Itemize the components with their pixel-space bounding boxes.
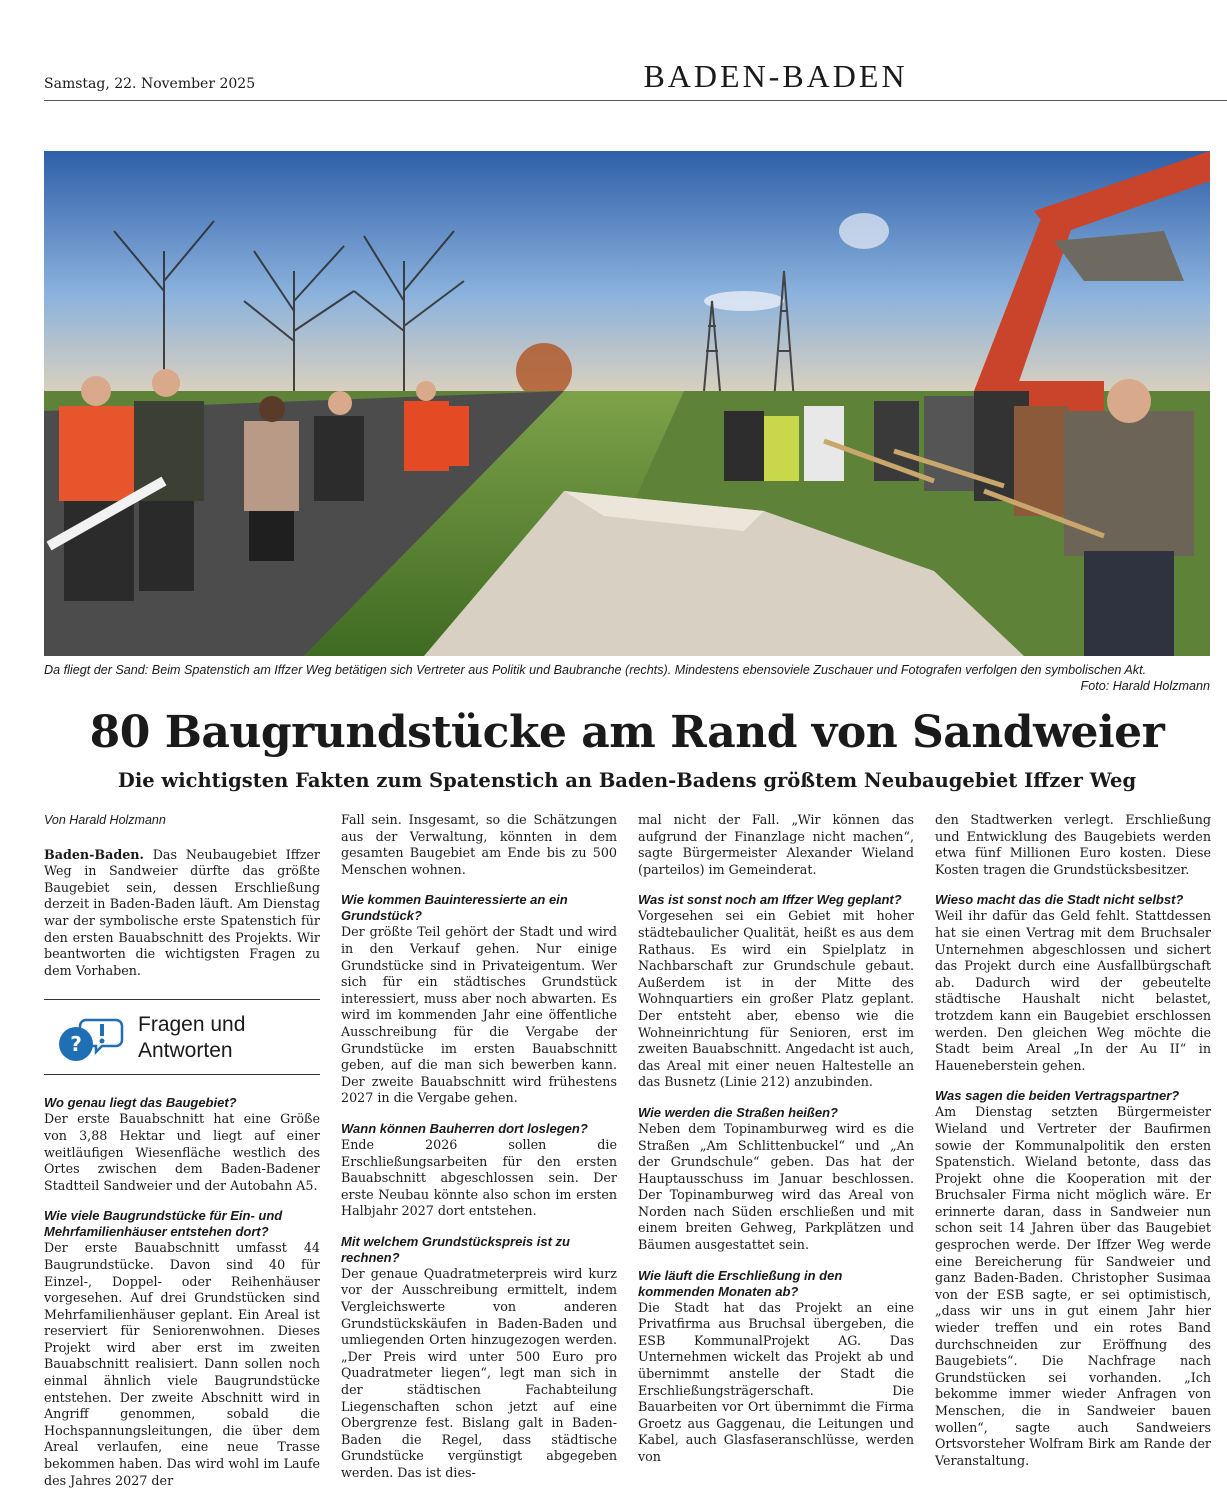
- issue-date: Samstag, 22. November 2025: [44, 76, 256, 92]
- question-heading: Wie viele Baugrundstücke für Ein- und Mehrfamilienhäuser entstehen dort?: [44, 1208, 283, 1240]
- answer-text: Die Stadt hat das Projekt an eine Privatfirma aus Bruchsal übergeben, die ESB KommunalProjekt AG. Das Unternehmen wickelt das Projekt ab und übernimmt anstelle der Stadt die Erschließungsträgerschaft. Die Bauarbeiten vor Ort übernimmt die Firma Groetz aus Gaggenau, die Leitungen und Kabel, auch Glasfaseranschlüsse, werden von: [638, 1299, 914, 1464]
- answer-text: Neben dem Topinamburweg wird es die Straßen „Am Schlittenbuckel“ und „An der Grundschule“ geben. Das hat der Hauptausschuss im Januar beschlossen. Der Topinamburweg wird das Areal von Norden nach Süden erschließen und mit einem breiten Gehweg, Parkplätzen und Bäumen ausgestattet sein.: [638, 1120, 914, 1253]
- qa-box-title: Fragen und Antworten: [138, 1013, 246, 1063]
- answer-text: Der größte Teil gehört der Stadt und wird in den Verkauf gehen. Nur einige Grundstücke sind in Privateigentum. Wer sich für ein städtisches Grundstück interessiert, muss aber noch abwarten. Es wird im kommenden Jahr eine öffentliche Ausschreibung für die Vergabe der Grundstücke im ersten Bauabschnitt geben, auf die man sich bewerben kann. Der zweite Bauabschnitt wird frühestens 2027 in die Vergabe gehen.: [341, 924, 617, 1106]
- column-3: [638, 812, 914, 1466]
- question-heading: Wann können Bauherren dort loslegen?: [341, 1120, 588, 1136]
- question-heading: Wie werden die Straßen heißen?: [638, 1104, 838, 1120]
- answer-text: Der erste Bauabschnitt hat eine Größe von 3,88 Hektar und liegt auf einer weitläufigen Wiesenfläche westlich des Ortes zwischen dem Baden-Badener Stadtteil Sandweier und der Autobahn A5.: [44, 1111, 320, 1193]
- question-exclamation-icon: [56, 1014, 126, 1064]
- answer-text: Weil ihr dafür das Geld fehlt. Stattdessen hat sie einen Vertrag mit dem Bruchsaler Unternehmen abgeschlossen und sichert das Projekt durch eine Ausfallbürgschaft ab. Dadurch wird der gebeutelte städtische Haushalt nicht belastet, trotzdem kann ein Baugebiet erschlossen werden. Den gleichen Weg möchte die Stadt beim Areal „In der Au II“ in Haueneberstein gehen.: [935, 908, 1211, 1073]
- photo-caption: [44, 662, 1210, 694]
- svg-text:?: ?: [70, 1032, 82, 1057]
- caption-text: Da fliegt der Sand: Beim Spatenstich am Iffzer Weg betätigen sich Vertreter aus Politik und Baubranche (rechts). Mindestens ebensoviele Zuschauer und Fotografen verfolgen den symbolischen Akt.: [44, 663, 1147, 677]
- question-heading: Wieso macht das die Stadt nicht selbst?: [935, 892, 1184, 908]
- answer-text: Am Dienstag setzten Bürgermeister Wieland und Vertreter der Baufirmen sowie der Kommunalpolitik den ersten Spatenstich. Wieland betonte, dass das Projekt ohne die Kooperation mit der Bruchsaler Firma nicht möglich wäre. Er erinnerte daran, dass in Sandweier nun schon seit 14 Jahren über das Baugebiet gesprochen werde. Der Iffzer Weg werde eine Bereicherung für Sandweier und ganz Baden-Baden. Christopher Susimaa von der ESB sagte, er sei optimistisch, „dass wir uns in gut einem Jahr hier wieder treffen und ein rotes Band durchschneiden zur Eröffnung des Baugebiets“. Die Nachfrage nach Grundstücken sei vorhanden. „Ich bekomme immer wieder Anfragen von Menschen, die in Sandweier bauen wollen“, sagte auch Sandweiers Ortsvorsteher Wolfram Birk am Rande der Veranstaltung.: [935, 1104, 1211, 1468]
- question-heading: Wo genau liegt das Baugebiet?: [44, 1095, 237, 1111]
- column-1: [44, 812, 320, 1489]
- question-heading: Was ist sonst noch am Iffzer Weg geplant?: [638, 892, 902, 908]
- lead-text: Das Neubaugebiet Iffzer Weg in Sandweier dürfte das größte Baugebiet sein, dessen Erschließung derzeit in Baden-Baden läuft. Am Dienstag war der symbolische erste Spatenstich für den ersten Bauabschnitt des Projekts. Wir beantworten die wichtigsten Fragen zu dem Vorhaben.: [44, 846, 320, 978]
- column-4: [935, 812, 1211, 1469]
- answer-text: Ende 2026 sollen die Erschließungsarbeiten für den ersten Bauabschnitt abgeschlossen sein. Der erste Neubau könnte also schon im ersten Halbjahr 2027 dort entstehen.: [341, 1136, 617, 1219]
- photo-credit: Foto: Harald Holzmann: [1080, 679, 1210, 693]
- article-headline: 80 Baugrundstücke am Rand von Sandweier: [89, 707, 1165, 758]
- section-title: BADEN-BADEN: [643, 58, 908, 94]
- article-subheadline: Die wichtigsten Fakten zum Spatenstich an Baden-Badens größtem Neubaugebiet Iffzer Weg: [117, 769, 1137, 792]
- answer-text: Der genaue Quadratmeterpreis wird kurz vor der Ausschreibung ermittelt, indem Vergleichswerte von anderen Grundstückskäufen in Baden-Baden und umliegenden Orten hinzugezogen werden. „Der Preis wird unter 500 Euro pro Quadratmeter liegen“, legt man sich in der städtischen Fachabteilung Liegenschaften schon jetzt auf eine Obergrenze fest. Bislang galt in Baden-Baden die Regel, dass städtische Grundstücke vergünstigt abgegeben werden. Das ist dies-: [341, 1265, 617, 1480]
- page-header: [44, 52, 1227, 101]
- lead-paragraph: [44, 847, 320, 980]
- continued-text: Fall sein. Insgesamt, so die Schätzungen aus der Verwaltung, könnten in dem gesamten Baugebiet am Ende bis zu 500 Menschen wohnen.: [341, 812, 617, 877]
- byline: Von Harald Holzmann: [44, 813, 166, 827]
- column-2: [341, 812, 617, 1482]
- question-heading: Was sagen die beiden Vertragspartner?: [935, 1088, 1180, 1104]
- photo-illustration: [44, 151, 1210, 656]
- lead-place: Baden-Baden.: [44, 846, 144, 862]
- continued-text: mal nicht der Fall. „Wir können das aufgrund der Finanzlage nicht machen“, sagte Bürgermeister Alexander Wieland (parteilos) im Gemeinderat.: [638, 812, 914, 877]
- lead-photo: [44, 151, 1210, 656]
- question-heading: Wie kommen Bauinteressierte an ein Grundstück?: [341, 892, 568, 924]
- question-heading: Wie läuft die Erschließung in den kommenden Monaten ab?: [638, 1267, 843, 1299]
- continued-text: den Stadtwerken verlegt. Erschließung und Entwicklung des Baugebiets werden etwa fünf Millionen Euro kosten. Diese Kosten tragen die Grundstücksbesitzer.: [935, 812, 1211, 877]
- answer-text: Vorgesehen sei ein Gebiet mit hoher städtebaulicher Qualität, heißt es aus dem Rathaus. Es wird ein Spielplatz in Nachbarschaft zur Grundschule gebaut. Außerdem ist in der Mitte des Wohnquartiers ein großer Platz geplant. Der entsteht aber, ebenso wie die Wohneinrichtung für Senioren, erst im zweiten Bauabschnitt. Angedacht ist auch, das Areal mit einer neuen Haltestelle an das Busnetz (Linie 212) anzubinden.: [638, 908, 914, 1090]
- question-heading: Mit welchem Grundstückspreis ist zu rechnen?: [341, 1233, 570, 1265]
- qa-box: [44, 999, 320, 1075]
- answer-text: Der erste Bauabschnitt umfasst 44 Baugrundstücke. Davon sind 40 für Einzel-, Doppel- oder Reihenhäuser vorgesehen. Auf drei Grundstücken sind Mehrfamilienhäuser geplant. Ein Areal ist reserviert für Seniorenwohnen. Dieses Projekt wird aber erst im zweiten Bauabschnitt realisiert. Dann sollen noch einmal ähnlich viele Baugrundstücke entstehen. Der zweite Abschnitt wird in Angriff genommen, sobald die Hochspannungsleitungen, die über dem Areal verlaufen, eine neue Trasse bekommen haben. Das wird wohl im Laufe des Jahres 2027 der: [44, 1240, 320, 1488]
